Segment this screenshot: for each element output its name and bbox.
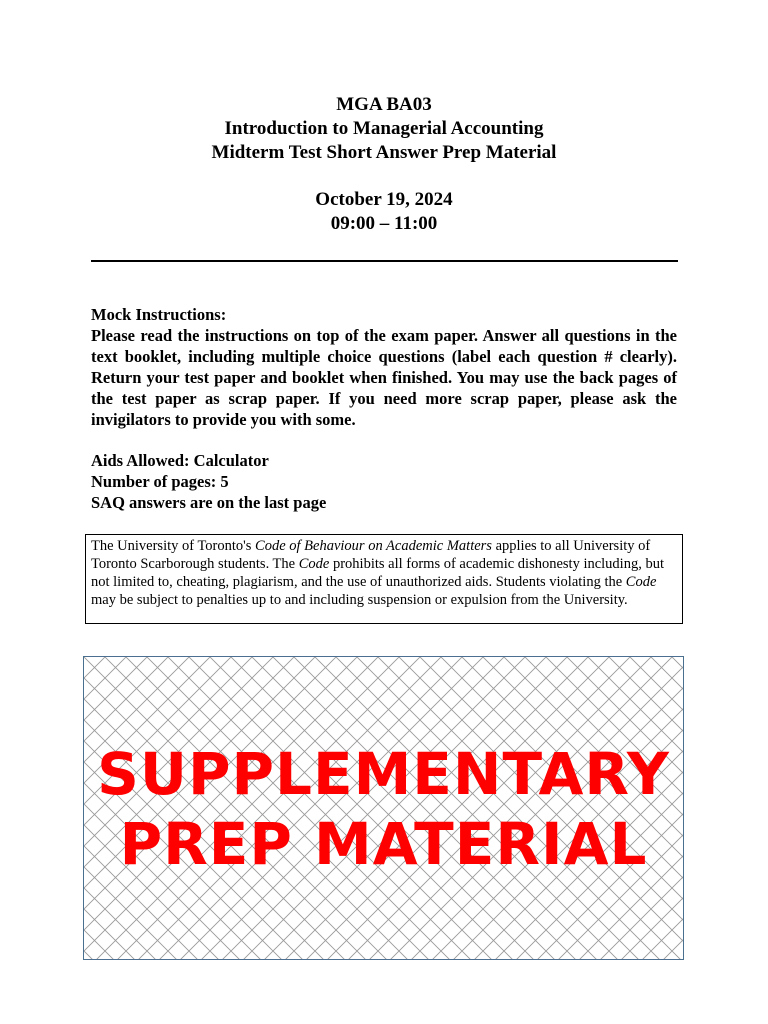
exam-time: 09:00 – 11:00 <box>330 213 438 234</box>
notice-text-3: prohibits all forms of academic dishonesty including, but not limited to, cheating, plagiarism, and the use of unauthorized aids. Students violating the <box>91 556 664 590</box>
saq-answers-note: SAQ answers are on the last page <box>91 493 327 512</box>
notice-text-1: The University of Toronto's <box>91 538 256 554</box>
instructions-heading: Mock Instructions: <box>91 305 227 324</box>
instructions-section <box>91 304 677 430</box>
academic-integrity-notice <box>85 534 683 624</box>
header-gap <box>0 165 768 188</box>
watermark-banner <box>84 739 683 879</box>
document-header <box>0 93 768 236</box>
watermark-line-1: SUPPLEMENTARY <box>97 740 670 808</box>
horizontal-divider <box>91 260 678 262</box>
notice-code-word: Code <box>625 574 657 590</box>
instructions-body: Please read the instructions on top of the exam paper. Answer all questions in the text booklet, including multiple choice questions (label each question # clearly). Return your test paper and booklet when finished. You may use the back pages of the test paper as scrap paper. If you need more scrap paper, please ask the invigilators to provide you with some. <box>91 326 677 429</box>
watermark-line-2: PREP MATERIAL <box>119 810 648 878</box>
notice-code-title: Code of Behaviour on Academic Matters <box>255 538 492 554</box>
notice-code-word: Code <box>298 556 330 572</box>
notice-text-4: may be subject to penalties up to and including suspension or expulsion from the University. <box>91 592 628 608</box>
number-of-pages: Number of pages: 5 <box>91 472 229 491</box>
aids-allowed: Aids Allowed: Calculator <box>91 451 269 470</box>
aids-section <box>91 450 677 513</box>
exam-date: October 19, 2024 <box>315 189 453 210</box>
course-code: MGA BA03 <box>336 94 432 115</box>
course-title: Introduction to Managerial Accounting <box>224 118 544 139</box>
notice-text-2: applies to all University of Toronto Scarborough students. The <box>91 538 651 572</box>
supplementary-watermark-box <box>83 656 684 960</box>
document-title: Midterm Test Short Answer Prep Material <box>211 142 557 163</box>
